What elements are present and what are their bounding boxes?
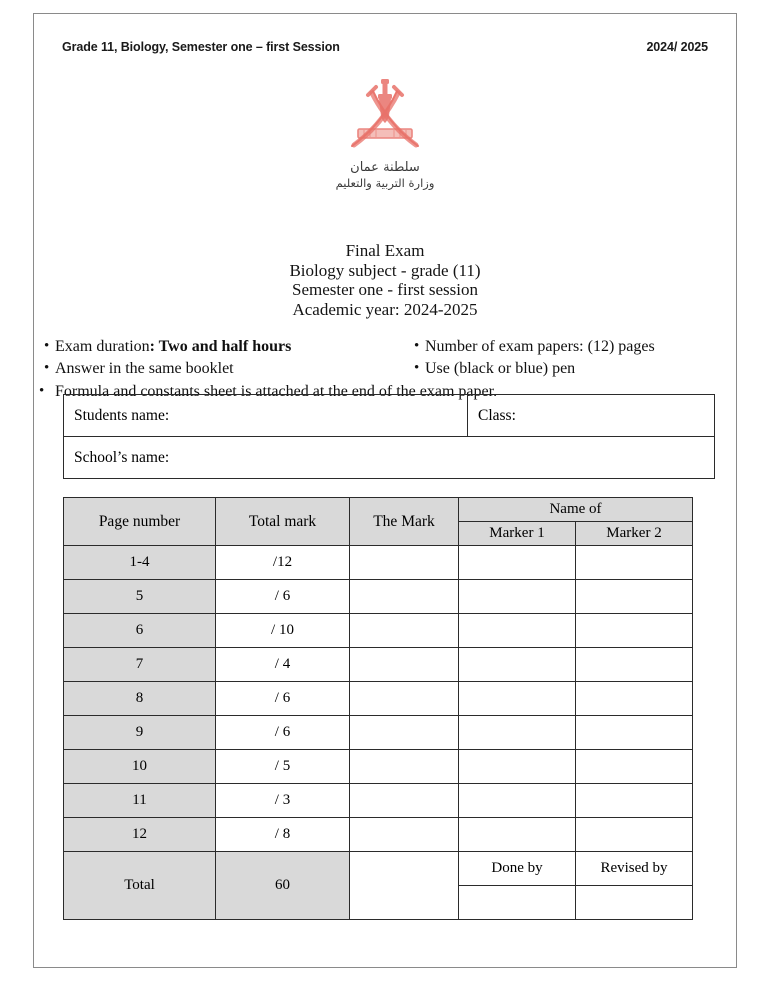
table-row — [64, 784, 693, 818]
emblem-arabic-text — [33, 160, 737, 190]
marker2-input-cell[interactable] — [576, 580, 693, 614]
total-mark-cell: / 6 — [216, 682, 350, 716]
page-number-cell: 1-4 — [64, 546, 216, 580]
exam-academic-year: Academic year: 2024-2025 — [292, 299, 478, 319]
student-info-table — [63, 394, 715, 479]
total-the-mark-input-cell[interactable] — [350, 852, 459, 920]
header-page-number: Page number — [64, 498, 216, 546]
the-mark-input-cell[interactable] — [350, 682, 459, 716]
instruction-item — [33, 358, 385, 379]
instruction-pen-color: Use (black or blue) pen — [425, 360, 576, 377]
header-course-info: Grade 11, Biology, Semester one – first Session — [62, 40, 340, 54]
bullet-icon: • — [44, 360, 50, 376]
instruction-paper-count: Number of exam papers: (12) pages — [425, 338, 655, 355]
page-number-cell: 6 — [64, 614, 216, 648]
bullet-icon: • — [414, 338, 420, 354]
instruction-duration-label: Exam duration — [55, 338, 150, 355]
instruction-duration-value: : Two and half hours — [149, 338, 292, 355]
table-row — [459, 886, 692, 920]
table-row — [64, 682, 693, 716]
table-row — [64, 648, 693, 682]
total-mark-cell: / 6 — [216, 580, 350, 614]
school-name-label: School’s name: — [74, 448, 170, 466]
the-mark-input-cell[interactable] — [350, 614, 459, 648]
page-number-cell: 8 — [64, 682, 216, 716]
the-mark-input-cell[interactable] — [350, 818, 459, 852]
marker2-input-cell[interactable] — [576, 818, 693, 852]
table-row — [64, 750, 693, 784]
marker1-input-cell[interactable] — [459, 716, 576, 750]
revised-by-input-cell[interactable] — [576, 886, 693, 920]
marker2-input-cell[interactable] — [576, 648, 693, 682]
table-row — [64, 395, 715, 437]
bullet-icon: • — [414, 360, 420, 376]
the-mark-input-cell[interactable] — [350, 750, 459, 784]
instruction-item — [403, 358, 737, 379]
instruction-duration — [55, 336, 385, 357]
document-header — [33, 40, 737, 60]
done-by-input-cell[interactable] — [459, 886, 576, 920]
table-header-row — [64, 498, 693, 522]
class-label: Class: — [478, 406, 516, 424]
instruction-formula-sheet: Formula and constants sheet is attached at the end of the exam paper. — [55, 383, 498, 400]
header-academic-year: 2024/ 2025 — [646, 40, 708, 54]
emblem-arabic-line1: سلطنة عمان — [350, 160, 420, 175]
the-mark-input-cell[interactable] — [350, 716, 459, 750]
total-value-cell: 60 — [216, 852, 350, 920]
header-the-mark: The Mark — [350, 498, 459, 546]
signature-table — [459, 852, 692, 919]
exam-session: Semester one - first session — [291, 280, 479, 299]
instruction-item — [33, 336, 385, 357]
marker1-input-cell[interactable] — [459, 818, 576, 852]
marker1-input-cell[interactable] — [459, 614, 576, 648]
exam-subject: Biology subject - grade (11) — [289, 260, 481, 280]
exam-title-block — [33, 241, 737, 319]
total-mark-cell: /12 — [216, 546, 350, 580]
marker1-input-cell[interactable] — [459, 580, 576, 614]
total-mark-cell: / 10 — [216, 614, 350, 648]
marker2-input-cell[interactable] — [576, 716, 693, 750]
table-row — [64, 716, 693, 750]
marks-table — [63, 497, 693, 920]
marker1-input-cell[interactable] — [459, 784, 576, 818]
done-by-label: Done by — [459, 852, 576, 886]
table-row — [64, 437, 715, 479]
marker2-input-cell[interactable] — [576, 682, 693, 716]
page-number-cell: 10 — [64, 750, 216, 784]
header-marker-2: Marker 2 — [576, 522, 693, 546]
students-name-cell[interactable] — [64, 395, 468, 437]
total-mark-cell: / 8 — [216, 818, 350, 852]
header-marker-1: Marker 1 — [459, 522, 576, 546]
students-name-label: Students name: — [74, 406, 170, 424]
marker2-input-cell[interactable] — [576, 614, 693, 648]
total-mark-cell: / 3 — [216, 784, 350, 818]
revised-by-label: Revised by — [576, 852, 693, 886]
total-label-cell: Total — [64, 852, 216, 920]
table-row — [459, 852, 692, 886]
total-mark-cell: / 4 — [216, 648, 350, 682]
marker1-input-cell[interactable] — [459, 546, 576, 580]
table-row — [64, 818, 693, 852]
marker2-input-cell[interactable] — [576, 546, 693, 580]
instructions-right-column — [385, 336, 737, 380]
total-mark-cell: / 5 — [216, 750, 350, 784]
bullet-icon: • — [44, 338, 50, 354]
the-mark-input-cell[interactable] — [350, 648, 459, 682]
instructions-block — [33, 336, 737, 403]
total-mark-cell: / 6 — [216, 716, 350, 750]
marker2-input-cell[interactable] — [576, 784, 693, 818]
table-row — [64, 546, 693, 580]
marker1-input-cell[interactable] — [459, 750, 576, 784]
exam-cover-page — [33, 13, 737, 968]
the-mark-input-cell[interactable] — [350, 784, 459, 818]
marks-table-body — [64, 546, 693, 920]
marker2-input-cell[interactable] — [576, 750, 693, 784]
page-number-cell: 11 — [64, 784, 216, 818]
header-name-of: Name of — [459, 498, 693, 522]
page-number-cell: 7 — [64, 648, 216, 682]
the-mark-input-cell[interactable] — [350, 580, 459, 614]
table-row — [64, 580, 693, 614]
school-name-cell[interactable] — [64, 437, 715, 479]
bullet-icon: • — [39, 383, 45, 399]
emblem-arabic-line2: وزارة التربية والتعليم — [335, 175, 435, 190]
class-cell[interactable] — [468, 395, 715, 437]
the-mark-input-cell[interactable] — [350, 546, 459, 580]
page-number-cell: 12 — [64, 818, 216, 852]
emblem-block — [33, 73, 737, 190]
instruction-booklet: Answer in the same booklet — [55, 360, 234, 377]
page-number-cell: 9 — [64, 716, 216, 750]
marker1-input-cell[interactable] — [459, 648, 576, 682]
signature-block-cell — [459, 852, 693, 920]
page-number-cell: 5 — [64, 580, 216, 614]
oman-national-emblem-icon — [342, 73, 428, 157]
instructions-left-column — [33, 336, 385, 380]
header-total-mark: Total mark — [216, 498, 350, 546]
exam-title: Final Exam — [345, 241, 425, 260]
instruction-item — [403, 336, 737, 357]
instructions-columns — [33, 336, 737, 380]
table-total-row — [64, 852, 693, 920]
table-row — [64, 614, 693, 648]
marker1-input-cell[interactable] — [459, 682, 576, 716]
